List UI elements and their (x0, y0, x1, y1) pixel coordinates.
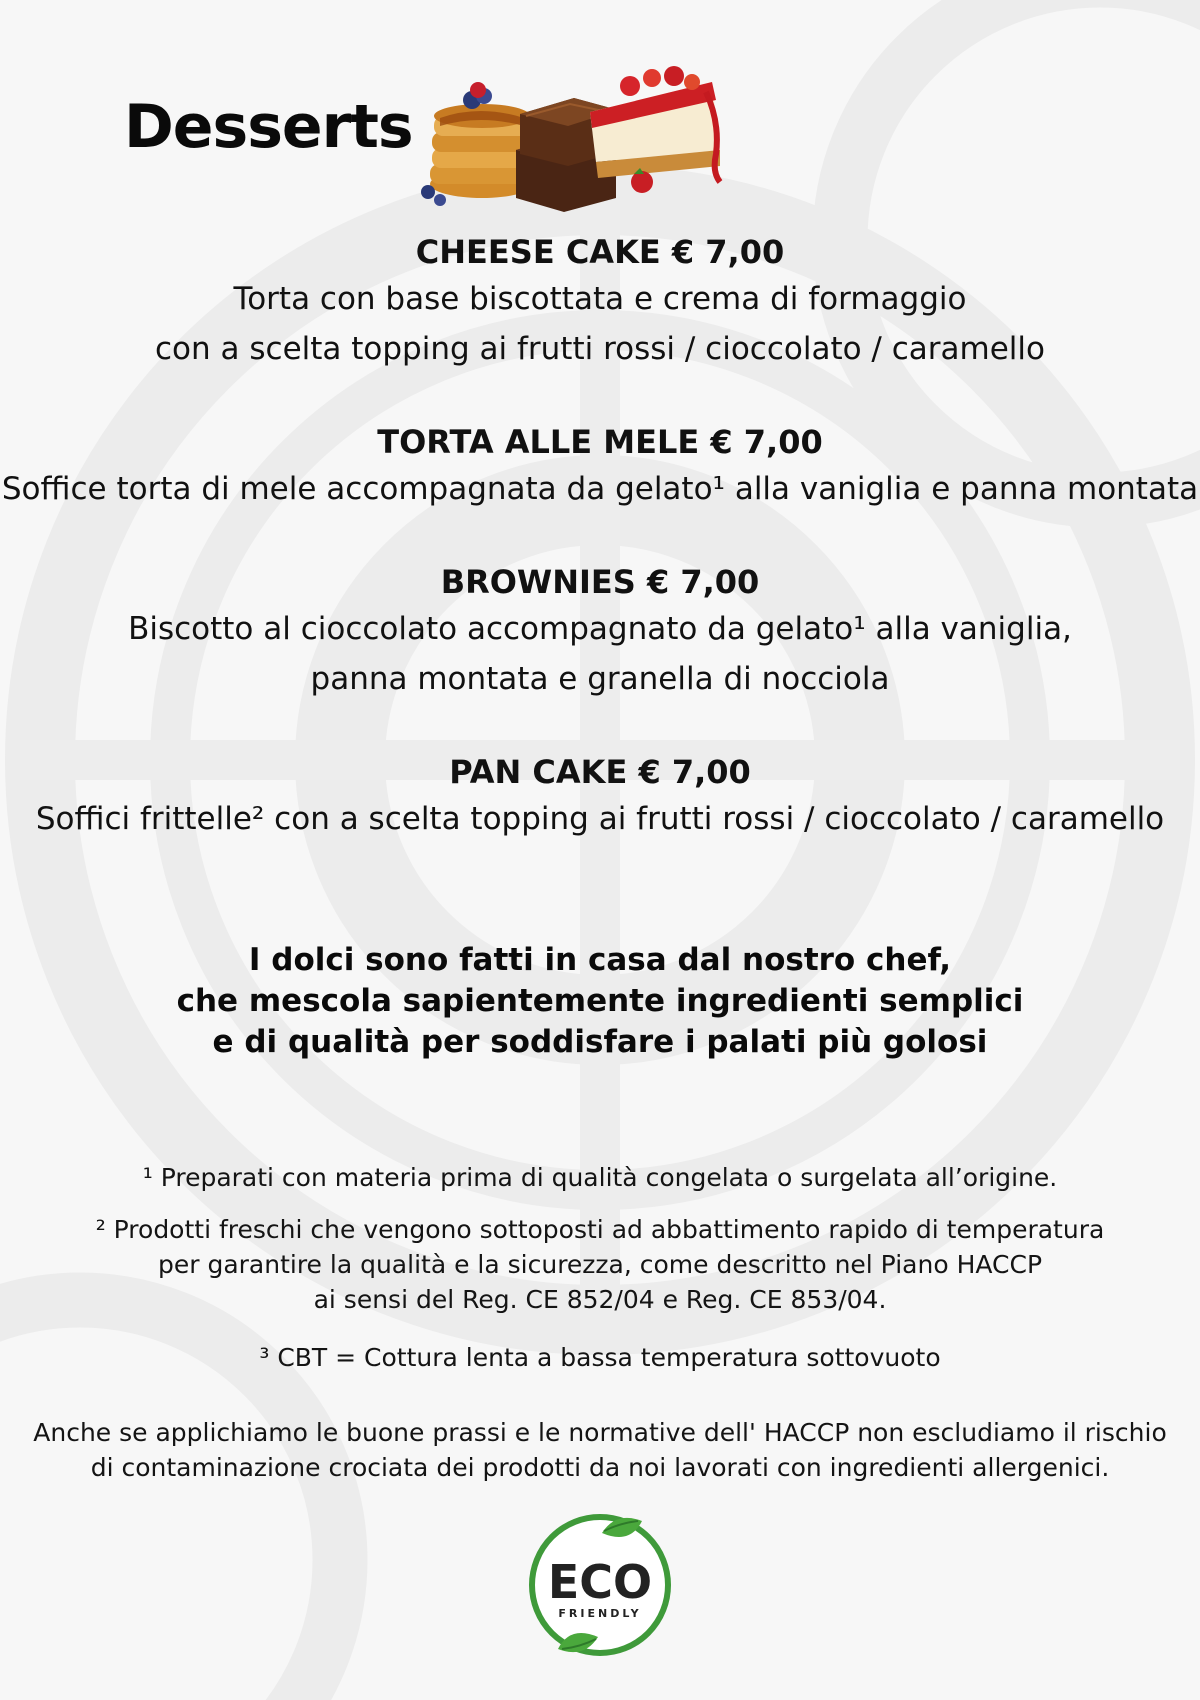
footnote-3 (0, 1340, 1200, 1375)
footnote-2 (0, 1212, 1200, 1317)
item-name: TORTA ALLE MELE € 7,00 (377, 423, 823, 461)
item-name: BROWNIES € 7,00 (440, 563, 760, 601)
footnote-line: ² Prodotti freschi che vengono sottoposti ad abbattimento rapido di temperatura (95, 1215, 1105, 1244)
menu-item-brownies (0, 560, 1200, 704)
chef-tagline (0, 940, 1200, 1063)
item-name: CHEESE CAKE € 7,00 (415, 233, 785, 271)
allergen-notice (0, 1415, 1200, 1485)
footnote-line: per garantire la qualità e la sicurezza, come descritto nel Piano HACCP (157, 1250, 1043, 1279)
dessert-illustration (420, 42, 740, 212)
item-description-line: panna montata e granella di nocciola (310, 661, 890, 697)
item-description-line: Soffici frittelle² con a scelta topping ai frutti rossi / cioccolato / caramello (35, 801, 1165, 837)
menu-item-pan-cake (0, 750, 1200, 844)
footnote-1 (0, 1160, 1200, 1195)
notice-line: di contaminazione crociata dei prodotti da noi lavorati con ingredienti allergenici. (90, 1453, 1110, 1482)
eco-friendly-logo (520, 1505, 680, 1665)
footnote-line: ¹ Preparati con materia prima di qualità congelata o surgelata all’origine. (142, 1163, 1058, 1192)
tagline-line: che mescola sapientemente ingredienti semplici (176, 983, 1024, 1019)
page-title: Desserts (124, 92, 413, 162)
menu-item-torta-alle-mele (0, 420, 1200, 514)
eco-logo-subtext: FRIENDLY (558, 1607, 642, 1620)
notice-line: Anche se applichiamo le buone prassi e le normative dell' HACCP non escludiamo il rischio (33, 1418, 1167, 1447)
eco-logo-text: ECO (547, 1555, 653, 1609)
tagline-line: e di qualità per soddisfare i palati più golosi (212, 1024, 988, 1060)
footnote-line: ³ CBT = Cottura lenta a bassa temperatura sottovuoto (259, 1343, 941, 1372)
item-name: PAN CAKE € 7,00 (449, 753, 751, 791)
footnote-line: ai sensi del Reg. CE 852/04 e Reg. CE 853/04. (313, 1285, 887, 1314)
menu-item-cheese-cake (0, 230, 1200, 374)
item-description-line: con a scelta topping ai frutti rossi / cioccolato / caramello (155, 331, 1045, 367)
item-description-line: Biscotto al cioccolato accompagnato da gelato¹ alla vaniglia, (128, 611, 1072, 647)
item-description-line: Torta con base biscottata e crema di formaggio (233, 281, 967, 317)
tagline-line: I dolci sono fatti in casa dal nostro chef, (248, 942, 952, 978)
cheesecake-illustration (590, 66, 720, 193)
item-description-line: Soffice torta di mele accompagnata da gelato¹ alla vaniglia e panna montata (1, 471, 1199, 507)
